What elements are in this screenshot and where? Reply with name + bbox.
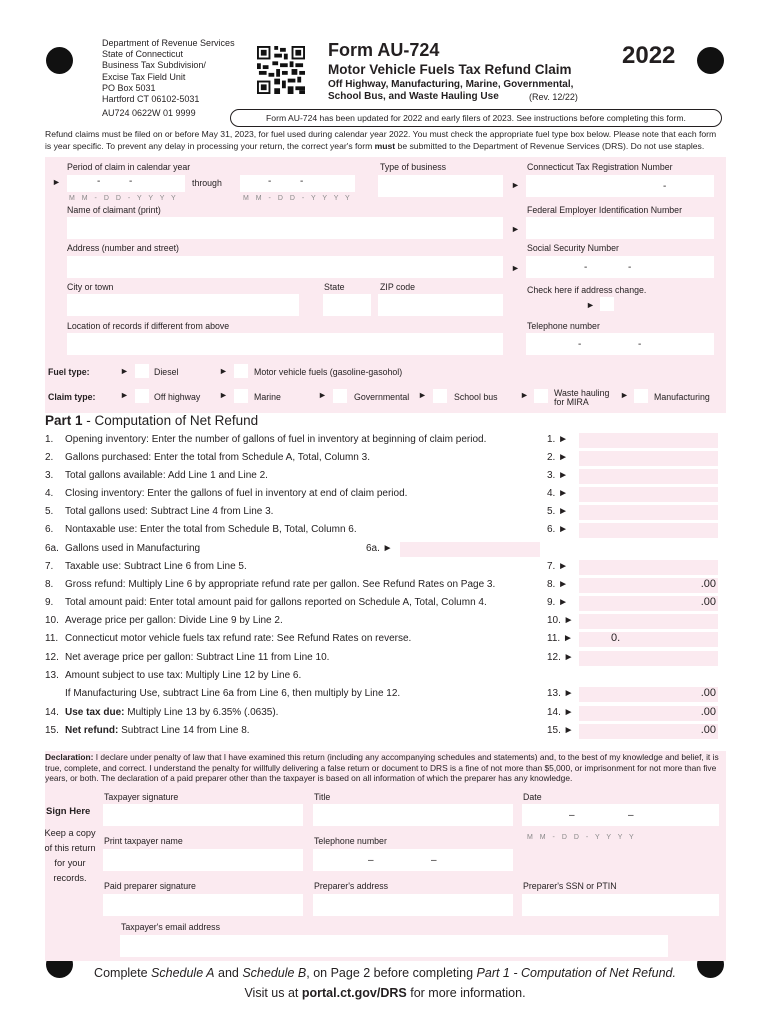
preparer-signature-field[interactable] [103, 894, 303, 916]
address-line: Department of Revenue Services [102, 38, 235, 48]
line-number: 11. [45, 633, 59, 644]
line-ref: 6a. ► [366, 543, 393, 554]
line-number: 4. [45, 488, 54, 499]
claimant-name-field[interactable] [67, 217, 503, 239]
claimant-label: Name of claimant (print) [67, 205, 161, 215]
intro-emphasis: must [374, 140, 396, 151]
zip-label: ZIP code [380, 282, 416, 292]
line-value: .00 [700, 596, 716, 608]
date-format-hint: M M - D D - Y Y Y Y [69, 195, 179, 202]
line-number: 12. [45, 652, 59, 663]
taxpayer-signature-field[interactable] [103, 804, 303, 826]
line-amount-field[interactable] [579, 433, 718, 448]
form-title: Motor Vehicle Fuels Tax Refund Claim [328, 62, 572, 77]
line-ref: 9. ► [547, 597, 569, 608]
line-text: Net refund: Subtract Line 14 from Line 8. [65, 725, 250, 736]
manufacturing-label: Manufacturing [654, 392, 710, 402]
line-amount-field[interactable] [579, 596, 718, 611]
line-number: 8. [45, 579, 54, 590]
line-ref: 13. ► [547, 688, 574, 699]
arrow-icon: ► [219, 390, 228, 400]
through-label: through [192, 178, 222, 188]
school-bus-label: School bus [454, 392, 498, 402]
line-amount-field[interactable] [579, 560, 718, 575]
line-ref: 14. ► [547, 707, 574, 718]
part1-line [45, 688, 400, 699]
form-number: Form AU-724 [328, 40, 440, 60]
line-amount-field[interactable] [579, 578, 718, 593]
city-label: City or town [67, 282, 114, 292]
line-ref: 10. ► [547, 615, 574, 626]
claim-type-label: Claim type: [48, 392, 96, 402]
line-number: 1. [45, 434, 54, 445]
form-code: AU724 0622W 01 9999 [102, 108, 196, 119]
diesel-checkbox[interactable] [135, 364, 149, 378]
part1-line [45, 506, 273, 517]
form-subtitle: Off Highway, Manufacturing, Marine, Governmental, [328, 79, 574, 90]
sign-telephone-field[interactable]: – – [313, 849, 513, 871]
arrow-icon: ► [418, 390, 427, 400]
registration-mark [697, 47, 724, 74]
line-text: Average price per gallon: Divide Line 9 by Line 2. [65, 615, 283, 626]
address-change-label: Check here if address change. [527, 285, 647, 295]
line-text: Closing inventory: Enter the gallons of fuel in inventory at end of claim period. [65, 488, 408, 499]
address-label: Address (number and street) [67, 243, 179, 253]
line-amount-field[interactable] [579, 651, 718, 666]
line-ref: 12. ► [547, 652, 574, 663]
motor-fuels-checkbox[interactable] [234, 364, 248, 378]
title-field[interactable] [313, 804, 513, 826]
period-label: Period of claim in calendar year [67, 162, 191, 172]
address-line: Hartford CT 06102-5031 [102, 94, 200, 105]
part1-line [45, 725, 250, 736]
part1-line [45, 561, 247, 572]
line-text: Total gallons available: Add Line 1 and Line 2. [65, 470, 268, 481]
line-value: .00 [700, 578, 716, 590]
date-label: Date [523, 792, 542, 802]
declaration: Declaration: I declare under penalty of law that I have examined this return (including any accompanying schedules and statements) and, to the best of my knowledge and belief, it is true, complete, and correct. I understand the penalty for willfully delivering a false return or document to DRS is a fine of not more than $5,000, or imprisonment for not more than five years, or both. The declaration of a paid preparer other than the taxpayer is based on all information of which the preparer has any knowledge. [45, 752, 719, 783]
fein-field[interactable] [526, 217, 714, 239]
line-text: Connecticut motor vehicle fuels tax refund rate: See Refund Rates on reverse. [65, 633, 412, 644]
records-label: Location of records if different from above [67, 321, 230, 331]
line-amount-field[interactable] [579, 724, 718, 739]
part1-line [45, 488, 407, 499]
motor-fuels-label: Motor vehicle fuels (gasoline-gasohol) [254, 367, 403, 377]
line-text: If Manufacturing Use, subtract Line 6a from Line 6, then multiply by Line 12. [65, 688, 401, 699]
line-number: 6a. [45, 543, 59, 554]
arrow-icon: ► [511, 224, 520, 234]
line-amount-field[interactable] [579, 505, 718, 520]
diesel-label: Diesel [154, 367, 179, 377]
line-number: 2. [45, 452, 54, 463]
line-amount-field[interactable] [400, 542, 540, 557]
arrow-icon: ► [520, 390, 529, 400]
preparer-ssn-field[interactable] [522, 894, 719, 916]
school-bus-checkbox[interactable] [433, 389, 447, 403]
line-amount-field[interactable] [579, 632, 718, 647]
part1-line [45, 543, 200, 554]
part1-line [45, 670, 301, 681]
arrow-icon: ► [620, 390, 629, 400]
line-number: 15. [45, 725, 59, 736]
period-end-field[interactable]: - - [240, 175, 355, 192]
line-ref: 4. ► [547, 488, 569, 499]
part1-line [45, 579, 495, 590]
registration-mark [46, 47, 73, 74]
line-number: 6. [45, 524, 54, 535]
line-ref: 8. ► [547, 579, 569, 590]
preparer-address-label: Preparer's address [314, 881, 389, 891]
arrow-icon: ► [586, 300, 595, 310]
line-text: Net average price per gallon: Subtract Line 11 from Line 10. [65, 652, 330, 663]
intro-text: be submitted to the Department of Revenue Services (DRS). Do not use staples. [395, 140, 705, 151]
line-amount-field[interactable] [579, 614, 718, 629]
line-ref: 5. ► [547, 506, 569, 517]
line-amount-field[interactable] [579, 523, 718, 538]
off-highway-checkbox[interactable] [135, 389, 149, 403]
footer-instruction: Complete Schedule A and Schedule B, on Page 2 before completing Part 1 - Computation of Net Refund. [94, 966, 676, 980]
line-text: Gallons used in Manufacturing [65, 543, 201, 554]
preparer-ssn-label: Preparer's SSN or PTIN [523, 881, 617, 891]
qr-code-icon [257, 46, 305, 94]
line-number: 10. [45, 615, 59, 626]
line-number: 9. [45, 597, 54, 608]
line-text: Nontaxable use: Enter the total from Schedule B, Total, Column 6. [65, 524, 357, 535]
date-format-hint: M M - D D - Y Y Y Y [243, 195, 353, 202]
waste-hauling-checkbox[interactable] [534, 389, 548, 403]
part1-line [45, 524, 357, 535]
off-highway-label: Off highway [154, 392, 201, 402]
ct-reg-field[interactable]: - [526, 175, 714, 197]
line-amount-field[interactable] [579, 706, 718, 721]
line-text: Opening inventory: Enter the number of gallons of fuel in inventory at beginning of claim period. [65, 434, 487, 445]
intro-text: is year specific. To prevent any delay in processing your return, the correct year's form [45, 140, 375, 151]
print-name-label: Print taxpayer name [104, 836, 183, 846]
line-ref: 15. ► [547, 725, 574, 736]
governmental-checkbox[interactable] [333, 389, 347, 403]
part1-line [45, 470, 268, 481]
line-ref: 6. ► [547, 524, 569, 535]
line-ref: 2. ► [547, 452, 569, 463]
address-field[interactable] [67, 256, 503, 278]
line-amount-field[interactable] [579, 687, 718, 702]
arrow-icon: ► [318, 390, 327, 400]
line-amount-field[interactable] [579, 487, 718, 502]
waste-hauling-label: Waste hauling for MIRA [554, 388, 610, 407]
ssn-label: Social Security Number [527, 243, 619, 253]
marine-checkbox[interactable] [234, 389, 248, 403]
date-format-hint: M M - D D - Y Y Y Y [527, 834, 637, 841]
line-text: Amount subject to use tax: Multiply Line 12 by Line 6. [65, 670, 302, 681]
line-number: 3. [45, 470, 54, 481]
line-value: 0. [611, 632, 621, 644]
title-label: Title [314, 792, 331, 802]
arrow-icon: ► [120, 366, 129, 376]
form-subtitle: School Bus, and Waste Hauling Use [328, 91, 499, 102]
keep-copy-note: Keep a copy of this return for your records. [44, 828, 96, 883]
address-line: Excise Tax Field Unit [102, 71, 186, 82]
address-line: Business Tax Subdivision/ [102, 60, 206, 71]
governmental-label: Governmental [354, 392, 410, 402]
address-change-checkbox[interactable] [600, 297, 614, 311]
part1-line [45, 452, 370, 463]
line-amount-field[interactable] [579, 469, 718, 484]
filing-instructions [45, 129, 731, 152]
line-value: .00 [700, 706, 716, 718]
line-text: Total gallons used: Subtract Line 4 from Line 3. [65, 506, 274, 517]
date-field[interactable]: – – [522, 804, 719, 826]
line-value: .00 [700, 687, 716, 699]
line-text: Total amount paid: Enter total amount paid for gallons reported on Schedule A, Total, Column 4. [65, 597, 487, 608]
preparer-signature-label: Paid preparer signature [104, 881, 196, 891]
fein-label: Federal Employer Identification Number [527, 205, 682, 215]
address-line: PO Box 5031 [102, 82, 156, 93]
part1-line [45, 633, 411, 644]
line-amount-field[interactable] [579, 451, 718, 466]
line-ref: 11. ► [547, 633, 573, 644]
line-ref: 1. ► [547, 434, 569, 445]
agency-address [102, 38, 235, 119]
zip-field[interactable] [378, 294, 503, 316]
part1-title: Part 1 - Computation of Net Refund [45, 413, 259, 428]
line-number: 14. [45, 707, 59, 718]
line-text: Gallons purchased: Enter the total from Schedule A, Total, Column 3. [65, 452, 370, 463]
state-label: State [324, 282, 345, 292]
marine-label: Marine [254, 392, 281, 402]
part1-line [45, 597, 487, 608]
line-number: 13. [45, 670, 59, 681]
revision-date: (Rev. 12/22) [529, 92, 578, 102]
part1-line [45, 707, 278, 718]
email-label: Taxpayer's email address [121, 922, 220, 932]
email-field[interactable] [120, 935, 668, 957]
fuel-type-label: Fuel type: [48, 367, 90, 377]
ct-reg-label: Connecticut Tax Registration Number [527, 162, 673, 172]
period-start-field[interactable]: - - [67, 175, 185, 192]
line-value: .00 [700, 724, 716, 736]
website-link[interactable]: portal.ct.gov/DRS [301, 986, 407, 1000]
line-ref: 3. ► [547, 470, 569, 481]
city-field[interactable] [67, 294, 299, 316]
line-text: Gross refund: Multiply Line 6 by appropriate refund rate per gallon. See Refund Rates on Page 3. [65, 579, 496, 590]
arrow-icon: ► [120, 390, 129, 400]
line-number: 5. [45, 506, 54, 517]
footer-website: Visit us at portal.ct.gov/DRS for more information. [244, 986, 526, 1000]
preparer-address-field[interactable] [313, 894, 513, 916]
tax-year: 2022 [622, 42, 676, 69]
type-business-field[interactable] [378, 175, 503, 197]
taxpayer-signature-label: Taxpayer signature [104, 792, 179, 802]
manufacturing-checkbox[interactable] [634, 389, 648, 403]
update-notice: Form AU-724 has been updated for 2022 and early filers of 2023. See instructions before completing this form. [230, 109, 722, 127]
line-ref: 7. ► [547, 561, 569, 572]
arrow-icon: ► [219, 366, 228, 376]
part1-line [45, 434, 486, 445]
arrow-icon: ► [511, 180, 520, 190]
records-location-field[interactable] [67, 333, 503, 355]
telephone-field[interactable]: - - [526, 333, 714, 355]
arrow-icon: ► [511, 263, 520, 273]
line-number: 7. [45, 561, 54, 572]
line-text: Use tax due: Multiply Line 13 by 6.35% (.0635). [65, 707, 279, 718]
part1-line [45, 652, 329, 663]
arrow-icon: ► [52, 177, 61, 187]
sign-here-label: Sign Here [46, 806, 91, 817]
intro-text: Refund claims must be filed on or before May 31, 2023, for fuel used during calendar year 2022. You must check the appropriate fuel type box below. Please note that each form [45, 129, 717, 139]
telephone-label: Telephone number [527, 321, 600, 331]
print-name-field[interactable] [103, 849, 303, 871]
telephone-label: Telephone number [314, 836, 387, 846]
part1-line [45, 615, 283, 626]
line-text: Taxable use: Subtract Line 6 from Line 5. [65, 561, 247, 572]
state-field[interactable] [323, 294, 371, 316]
ssn-field[interactable]: - - [526, 256, 714, 278]
address-line: State of Connecticut [102, 49, 184, 60]
type-business-label: Type of business [380, 162, 447, 172]
